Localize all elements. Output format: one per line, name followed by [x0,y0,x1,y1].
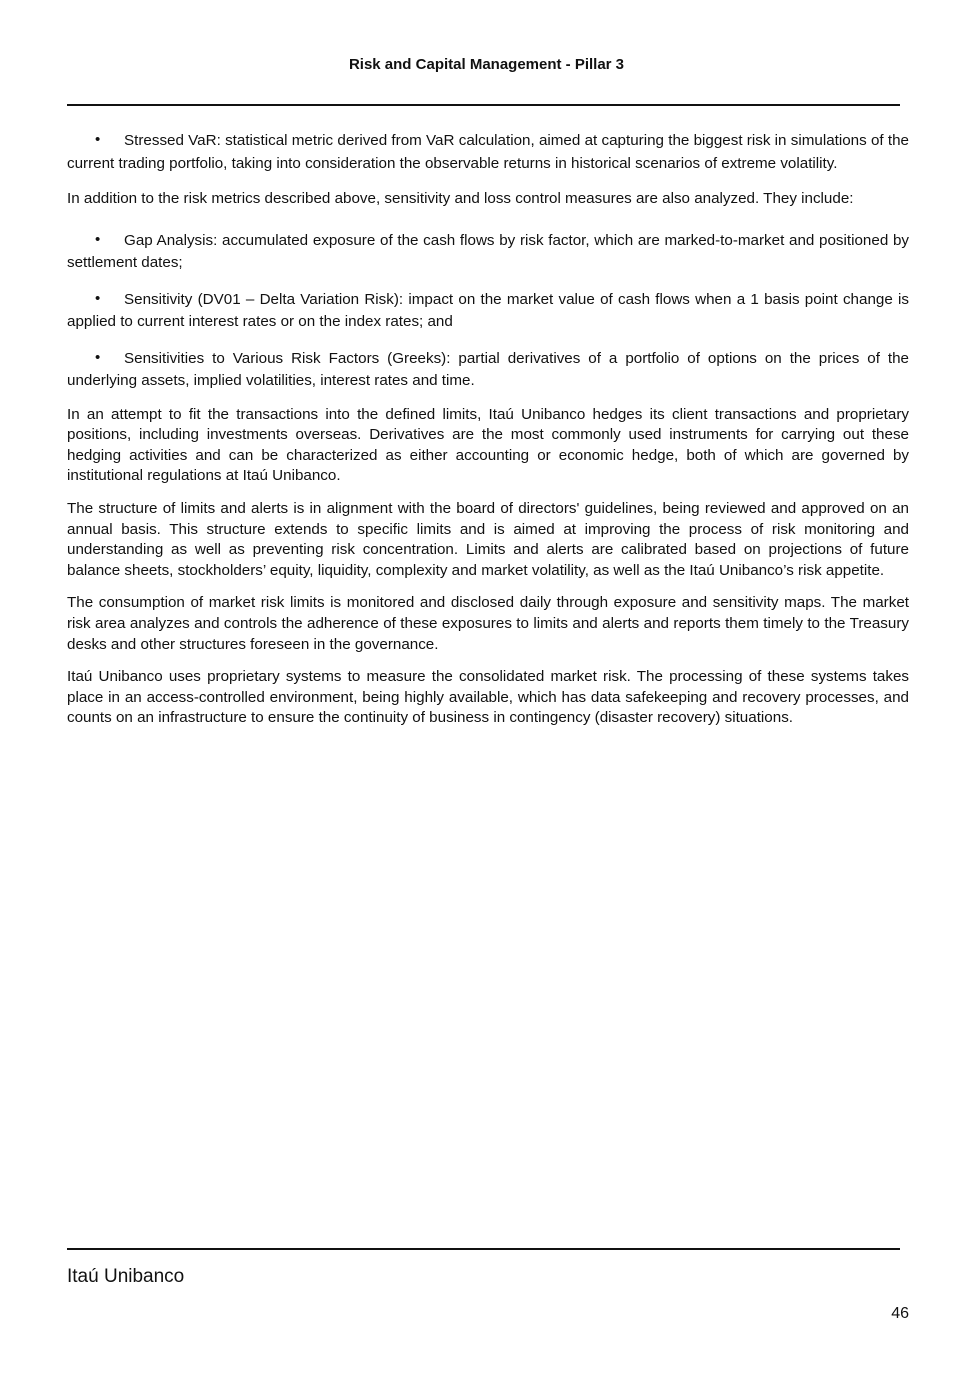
bullet-text: Stressed VaR: statistical metric derived from VaR calculation, aimed at capturing the biggest risk in simulations of the current trading portfolio, taking into consideration the observable returns in historical scenarios of extreme volatility. [67,132,909,172]
bullet-icon: • [95,230,101,248]
paragraph-systems: Itaú Unibanco uses proprietary systems to measure the consolidated market risk. The processing of these systems takes place in an access-controlled environment, being highly available, which has data safekeeping and recovery processes, and counts on an infrastructure to ensure the continuity of business in contingency (disaster recovery) situations. [67,668,909,727]
bullet-item-stressed-var [67,130,909,175]
bullet-text: Gap Analysis: accumulated exposure of the cash flows by risk factor, which are marked-to-market and positioned by settlement dates; [67,231,909,272]
footer-divider [67,1248,900,1250]
bullet-text: Sensitivity (DV01 – Delta Variation Risk): impact on the market value of cash flows when a 1 basis point change is applied to current interest rates or on the index rates; and [67,290,909,331]
page-header-title: Risk and Capital Management - Pillar 3 [348,56,625,73]
paragraph-limits: The structure of limits and alerts is in alignment with the board of directors' guidelines, being reviewed and approved on an annual basis. This structure extends to specific limits and is aimed at improving the process of risk monitoring and understanding as well as preventing risk concentration. Limits and alerts are calibrated based on projections of future balance sheets, stockholders’ equity, liquidity, complexity and market volatility, as well as the Itaú Unibanco’s risk appetite. [67,499,909,579]
bullet-icon: • [95,348,101,366]
document-body [67,130,909,741]
paragraph-consumption: The consumption of market risk limits is monitored and disclosed daily through exposure and sensitivity maps. The market risk area analyzes and controls the adherence of these exposures to limits and alerts and reports them timely to the Treasury desks and other structures foreseen in the governance. [67,594,909,653]
footer-brand: Itaú Unibanco [67,1266,185,1287]
bullet-item-greeks [67,348,909,393]
bullet-item-sensitivity [67,289,909,334]
intro-paragraph: In addition to the risk metrics described above, sensitivity and loss control measures are also analyzed. They include: [67,190,854,207]
bullet-icon: • [95,131,101,148]
paragraph-hedging: In an attempt to fit the transactions into the defined limits, Itaú Unibanco hedges its client transactions and proprietary positions, including investments overseas. Derivatives are the most commonly used instruments for carrying out these hedging activities and can be characterized as either accounting or economic hedge, both of which are governed by institutional regulations at Itaú Unibanco. [67,405,909,485]
bullet-item-gap-analysis [67,230,909,275]
page-number: 46 [891,1305,909,1322]
header-divider [67,104,900,106]
bullet-icon: • [95,289,101,307]
bullet-text: Sensitivities to Various Risk Factors (Greeks): partial derivatives of a portfolio of options on the prices of the underlying assets, implied volatilities, interest rates and time. [67,349,909,390]
